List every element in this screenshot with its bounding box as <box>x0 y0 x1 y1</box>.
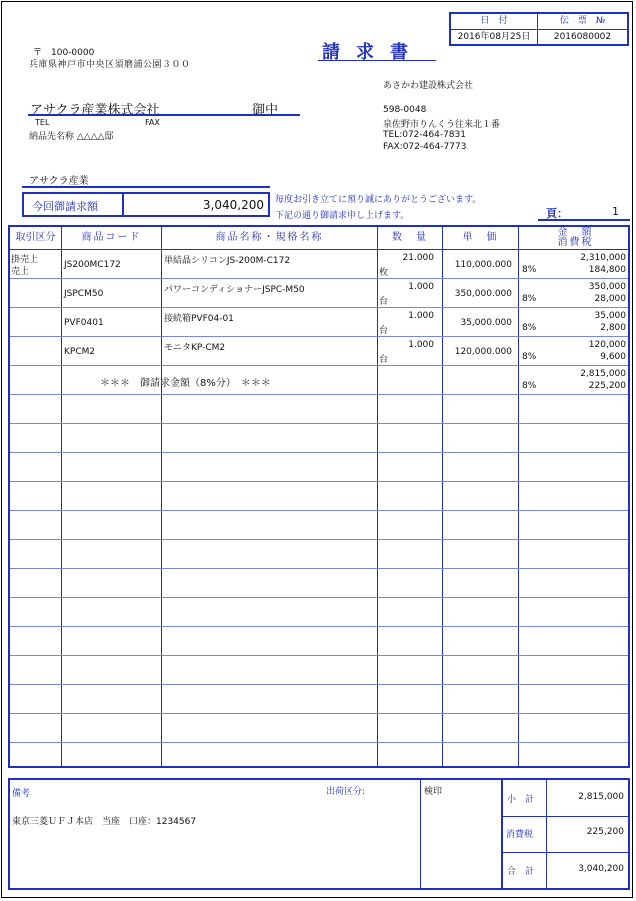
delivery-name: 納品先名称 △△△△邸 <box>29 132 114 142</box>
header-transaction-type: 取引区分 <box>15 232 56 243</box>
row3-price: 35,000.000 <box>460 318 512 328</box>
row4-unit: 台 <box>379 355 389 365</box>
page-label: 頁： <box>546 207 568 220</box>
recipient-fax-label: FAX <box>145 118 160 127</box>
row2-tax-rate: 8% <box>522 294 537 304</box>
issuer-fax: FAX:072-464-7773 <box>383 142 467 152</box>
row3-name: 接続箱PVF04-01 <box>164 314 234 324</box>
tax-value: 225,200 <box>586 827 624 837</box>
row2-code: JSPCM50 <box>64 289 104 299</box>
date-slip-box <box>449 12 629 46</box>
issuer-address: 泉佐野市りんくう往来北１番 <box>383 120 501 130</box>
summary-tax: 225,200 <box>588 381 626 391</box>
recipient-tel-label: TEL <box>35 118 50 127</box>
billing-amount-value-box <box>124 192 270 217</box>
row3-code: PVF0401 <box>64 318 104 328</box>
row3-tax: 2,800 <box>600 323 626 333</box>
page-underline <box>538 219 630 221</box>
recipient-short-name: アサクラ産業 <box>29 176 89 187</box>
recipient-company: アサクラ産業株式会社 <box>30 103 160 118</box>
row1-qty: 21.000 <box>402 253 434 263</box>
row2-price: 350,000.000 <box>454 289 512 299</box>
row3-tax-rate: 8% <box>522 323 537 333</box>
total-label: 合 計 <box>507 867 535 877</box>
slip-number-label: 伝 票 № <box>559 16 606 26</box>
title-underline <box>318 60 436 61</box>
row1-price: 110,000.000 <box>454 260 512 270</box>
row1-name: 単結晶シリコンJS-200M-C172 <box>164 256 291 266</box>
row3-amount: 35,000 <box>594 311 626 321</box>
row4-qty: 1.000 <box>408 340 434 350</box>
billing-amount-value: 3,040,200 <box>202 198 264 212</box>
row4-code: KPCM2 <box>64 347 96 357</box>
shipping-label: 出荷区分: <box>326 787 366 797</box>
header-unit-price: 単 価 <box>462 232 499 243</box>
header-product-code: 商品コード <box>81 232 142 243</box>
date-value: 2016年08月25日 <box>451 30 538 45</box>
footer-box <box>8 778 630 890</box>
bank-account: 東京三菱ＵＦＪ本店 当座 口座：1234567 <box>12 817 197 827</box>
row4-price: 120,000.000 <box>454 347 512 357</box>
recipient-underline <box>28 114 300 116</box>
row4-tax: 9,600 <box>600 352 626 362</box>
recipient-postal: 〒 100-0000 <box>33 48 95 58</box>
row1-tax-rate: 8% <box>522 265 537 275</box>
subtotal-value: 2,815,000 <box>578 792 624 802</box>
greeting-message-1: 毎度お引き立てに預り誠にありがとうございます。 <box>275 195 482 205</box>
header-product-name: 商品名称・規格名称 <box>215 232 324 243</box>
row1-tax: 184,800 <box>588 265 626 275</box>
recipient-honorific: 御中 <box>252 103 279 118</box>
header-quantity: 数 量 <box>392 232 428 243</box>
row1-amount: 2,310,000 <box>580 253 626 263</box>
row3-qty: 1.000 <box>408 311 434 321</box>
row4-tax-rate: 8% <box>522 352 537 362</box>
issuer-company: あさかわ建設株式会社 <box>383 81 474 91</box>
summary-amount: 2,815,000 <box>580 369 626 379</box>
issuer-tel: TEL:072-464-7831 <box>383 130 466 140</box>
row2-qty: 1.000 <box>408 282 434 292</box>
inspection-label: 検印 <box>424 787 443 797</box>
header-amount: 金 額 <box>557 227 594 238</box>
subtotal-label: 小 計 <box>507 795 535 805</box>
items-table <box>8 225 630 768</box>
summary-label: ＊＊＊ 御請求金額（8%分） ＊＊＊ <box>100 378 271 389</box>
header-tax: 消費税 <box>557 237 594 248</box>
greeting-message-2: 下記の通り御請求申し上げます。 <box>275 211 410 221</box>
date-label: 日 付 <box>451 14 538 29</box>
short-name-underline <box>22 186 270 188</box>
document-title: 請求書 <box>322 42 424 63</box>
row4-name: モニタKP-CM2 <box>164 343 226 353</box>
row2-tax: 28,000 <box>594 294 626 304</box>
row2-name: パワーコンディショナーJSPC-M50 <box>164 285 305 295</box>
remarks-label: 備考 <box>12 789 31 799</box>
row1-code: JS200MC172 <box>64 260 121 270</box>
row4-amount: 120,000 <box>588 340 626 350</box>
recipient-address: 兵庫県神戸市中央区須磨浦公園３００ <box>29 60 191 70</box>
billing-amount-label: 今回御請求額 <box>32 200 98 213</box>
row2-unit: 台 <box>379 297 389 307</box>
row3-unit: 台 <box>379 326 389 336</box>
tax-label: 消費税 <box>506 830 534 840</box>
summary-tax-rate: 8% <box>522 381 537 391</box>
billing-amount-label-box <box>22 192 124 217</box>
row1-type-1: 掛売上 <box>11 255 39 265</box>
page-number: 1 <box>612 205 619 218</box>
total-value: 3,040,200 <box>578 864 624 874</box>
row1-type-2: 売上 <box>11 267 30 277</box>
issuer-postal: 598-0048 <box>383 105 427 115</box>
row1-unit: 枚 <box>379 268 389 278</box>
slip-number-value: 2016080002 <box>553 32 612 42</box>
row2-amount: 350,000 <box>588 282 626 292</box>
